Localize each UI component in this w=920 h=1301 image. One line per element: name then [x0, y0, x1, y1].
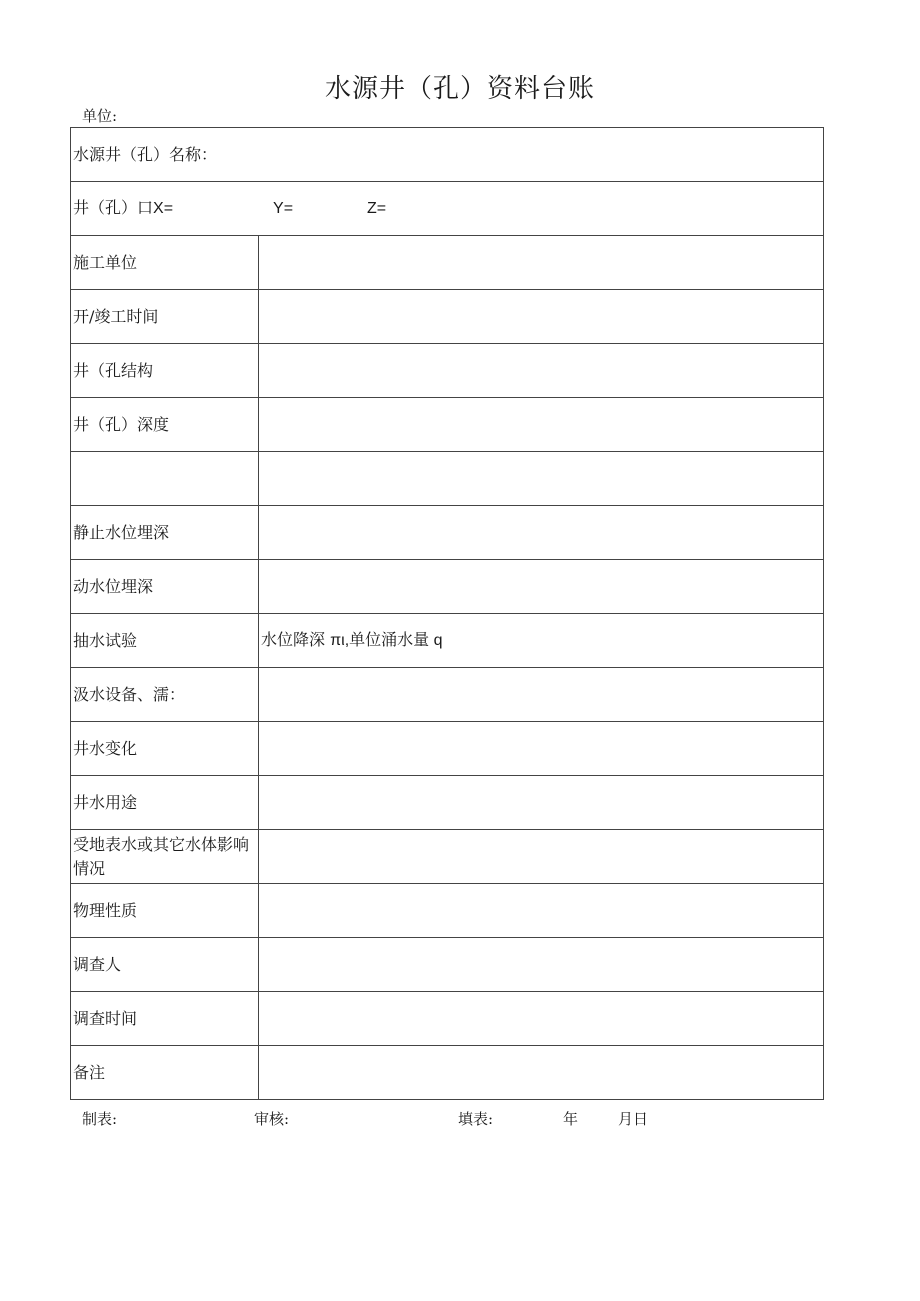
row-label: 物理性质 [71, 884, 259, 938]
row-value[interactable] [259, 290, 824, 344]
page-title: 水源井（孔）资料台账 [324, 74, 595, 104]
row-label: 开/竣工时间 [71, 290, 259, 344]
prepared-by-label: 制表: [82, 1110, 118, 1128]
row-value[interactable] [259, 722, 824, 776]
table-row [71, 236, 824, 290]
row-value[interactable] [259, 776, 824, 830]
year-label: 年 [563, 1110, 579, 1128]
row-value[interactable] [259, 938, 824, 992]
unit-label: 单位: [82, 107, 118, 125]
month-day-label: 月日 [618, 1110, 649, 1128]
coord-x-label: X= [153, 200, 174, 217]
table-row [71, 452, 824, 506]
specific-capacity-label: πι,单位涌水量 q [330, 632, 443, 649]
row-value[interactable] [259, 884, 824, 938]
coordinates-cell[interactable] [71, 182, 824, 236]
row-label [71, 452, 259, 506]
table-row [71, 344, 824, 398]
row-label: 动水位埋深 [71, 560, 259, 614]
table-row [71, 128, 824, 182]
table-row [71, 398, 824, 452]
row-value[interactable] [259, 236, 824, 290]
well-ledger-table [70, 127, 824, 1100]
row-label: 施工单位 [71, 236, 259, 290]
row-label: 井（孔）深度 [71, 398, 259, 452]
row-label: 受地表水或其它水体影响情况 [71, 830, 259, 884]
table-row [71, 722, 824, 776]
row-label: 井水变化 [71, 722, 259, 776]
row-value[interactable] [259, 560, 824, 614]
table-row [71, 830, 824, 884]
row-label: 调查人 [71, 938, 259, 992]
table-row [71, 182, 824, 236]
table-row [71, 884, 824, 938]
table-row [71, 938, 824, 992]
well-name-label: 水源井（孔）名称： [73, 144, 218, 164]
row-value[interactable] [259, 1046, 824, 1100]
well-name-cell[interactable] [71, 128, 824, 182]
table-row [71, 290, 824, 344]
filled-date-label: 填表: [458, 1110, 494, 1128]
table-row [71, 776, 824, 830]
row-value[interactable] [259, 830, 824, 884]
table-row [71, 992, 824, 1046]
row-value[interactable] [259, 992, 824, 1046]
coord-z-label: Z= [367, 200, 387, 217]
table-row [71, 506, 824, 560]
row-value[interactable] [259, 398, 824, 452]
row-label: 静止水位埋深 [71, 506, 259, 560]
row-label: 备注 [71, 1046, 259, 1100]
row-value[interactable] [259, 668, 824, 722]
row-label: 汲水设备、濡： [71, 668, 259, 722]
table-row [71, 560, 824, 614]
reviewed-by-label: 审核: [254, 1110, 290, 1128]
row-value[interactable] [259, 452, 824, 506]
row-value[interactable] [259, 506, 824, 560]
coord-y-label: Y= [273, 200, 294, 217]
drawdown-label: 水位降深 [261, 630, 326, 649]
table-row [71, 668, 824, 722]
row-label: 井（孔结构 [71, 344, 259, 398]
row-label: 调查时间 [71, 992, 259, 1046]
coordinates-prefix: 井（孔）口 [73, 198, 154, 217]
pumping-test-value[interactable] [259, 614, 824, 668]
row-value[interactable] [259, 344, 824, 398]
table-row [71, 1046, 824, 1100]
row-label: 抽水试验 [71, 614, 259, 668]
table-row [71, 614, 824, 668]
row-label: 井水用途 [71, 776, 259, 830]
